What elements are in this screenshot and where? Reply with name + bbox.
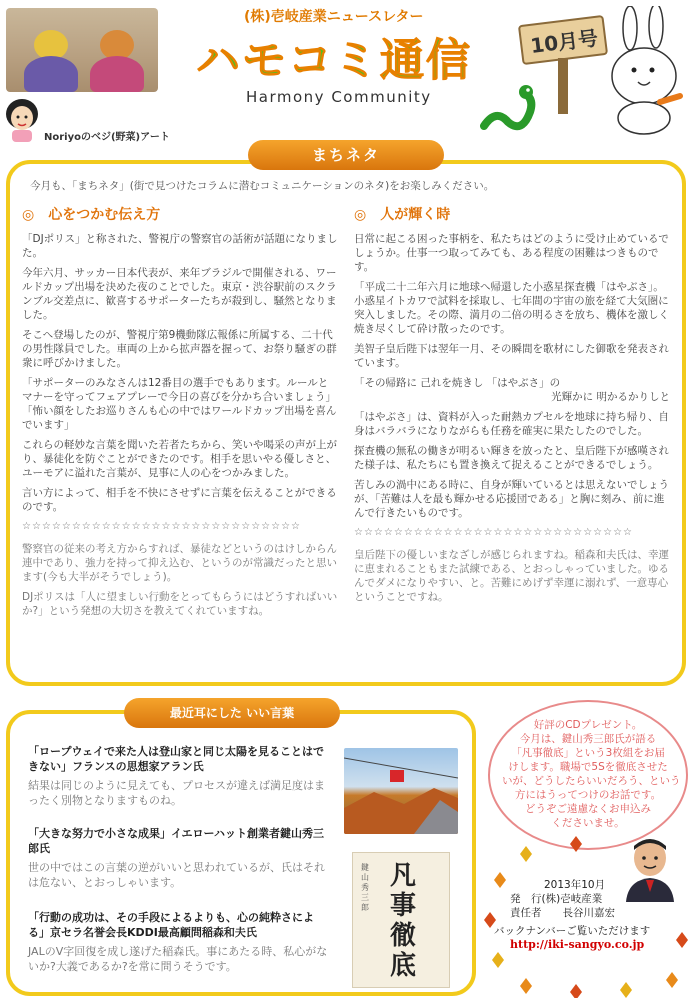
right-column (354, 208, 670, 610)
paragraph: 苦しみの渦中にある時に、自身が輝いているとは思えないでしょうが、「苦難は人を最も輝かせる応援団である」と胸に刻み、前に進んで行きたいものです。 (354, 479, 669, 519)
newsletter-tagline: Harmony Community (246, 88, 432, 106)
issue-date: 2013年10月 (544, 879, 606, 891)
paragraph: 今年六月、サッカー日本代表が、来年ブラジルで開催される、ワールドカップ出場を決めた夜のことでした。東京・渋谷駅前のスクランブル交差点に、歓喜するサポーターたちが殺到し、騒然となりました。 (22, 267, 337, 321)
poem-line-2: 光輝かに 明かるかりしと (551, 391, 670, 403)
quote-item (28, 744, 328, 808)
paragraph: 探査機の無私の働きが明るい輝きを放ったと、皇后陛下が感嘆された様子は、私たちにも置き換えて捉えることができるでしょう。 (354, 445, 669, 471)
paragraph: これらの軽妙な言葉を聞いた若者たちから、笑いや喝采の声が上がり、暴徒化を防ぐことができたのです。相手を思いやる優しさと、ユーモアに溢れた言葉が、見事に人の心をつかみました。 (22, 439, 337, 479)
star-divider: ☆☆☆☆☆☆☆☆☆☆☆☆☆☆☆☆☆☆☆☆☆☆☆☆☆☆☆☆ (22, 521, 302, 532)
paragraph: 「DJポリス」と称された、警視庁の警察官の話術が話題になりました。 (22, 233, 338, 259)
paragraph: 言い方によって、相手を不快にさせずに言葉を伝えることができるのです。 (22, 487, 337, 513)
quote-heading: 「行動の成功は、その手段によるよりも、心の純粋さによる」京セラ名誉会長KDDI最高顧問稲森和夫氏 (28, 911, 314, 939)
vegeart-label: Noriyoのベジ(野菜)アート (44, 132, 170, 143)
paragraph: そこへ登場したのが、警視庁第9機動隊広報係に所属する、二十代の男性隊員でした。車両の上から拡声器を握って、お祭り騒ぎの群衆に呼びかけました。 (22, 329, 337, 369)
machineta-intro: 今月も、「まちネタ」(街で見つけたコラムに潜むコミュニケーションのネタ)をお楽しみください。 (30, 180, 495, 192)
quotes-tag: 最近耳にした いい言葉 (124, 698, 340, 728)
right-column-heading: ◎ 人が輝く時 (354, 207, 451, 223)
doll-figure-left (20, 30, 82, 92)
paragraph: 「サポーターのみなさんは12番目の選手でもあります。ルールとマナーを守ってフェアプレーで今日の喜びを分かち合いましょう」「怖い顔をしたお巡りさんも心の中ではワールドカップ出場を喜んでいます」 (22, 377, 337, 431)
website-link[interactable]: http://iki-sangyo.co.jp (510, 938, 645, 951)
issuer: 発 行(株)壱岐産業 (510, 893, 603, 905)
cd-present-notice: 好評のCDプレゼント。 今月は、鍵山秀三郎氏が語る 「凡事徹底」という3枚組をお届 けします。職場で5Sを徹底させた いが、どうしたらいいだろう、という 方にはうってつけのお話です。 どうぞご遠慮なくお申込み くださいませ。 (488, 700, 688, 850)
quote-heading: 「大きな努力で小さな成果」イエローハット創業者鍵山秀三郎氏 (28, 827, 325, 855)
paragraph: 警察官の従来の考え方からすれば、暴徒などというのはけしからん連中であり、強力を持って抑え込む、というのが常識だったと思います(今も大半がそうでしょう)。 (22, 543, 337, 583)
star-divider: ☆☆☆☆☆☆☆☆☆☆☆☆☆☆☆☆☆☆☆☆☆☆☆☆☆☆☆☆ (354, 527, 634, 538)
noriyo-avatar-icon (4, 98, 40, 142)
left-column (22, 208, 338, 624)
bullseye-icon: ◎ (22, 207, 35, 223)
machineta-tag: まちネタ (248, 140, 444, 170)
ropeway-photo (344, 748, 458, 834)
poem-line-1: 「その帰路に 己れを焼きし 「はやぶさ」の (354, 377, 561, 389)
doll-figure-right (86, 30, 148, 92)
calligraphy-title: 凡事徹底 (389, 861, 416, 981)
paragraph: DJポリスは「人に望ましい行動をとってもらうにはどうすればいいか?」という発想の大切さを教えてくれていますね。 (22, 591, 338, 617)
issue-label: 10月号 (529, 25, 600, 58)
calligraphy-author: 鍵山秀三郎 (361, 863, 369, 912)
quote-body: 世の中ではこの言葉の逆がいいと思われているが、氏はそれは危ない、とおっしゃいます。 (28, 861, 325, 889)
paragraph: 美智子皇后陛下は翌年一月、その瞬間を歌材にした御歌を発表されています。 (354, 343, 669, 369)
quote-heading: 「ロープウェイで来た人は登山家と同じ太陽を見ることはできない」フランスの思想家アラン氏 (28, 745, 325, 773)
responsible-person: 責任者 長谷川嘉宏 (510, 907, 615, 919)
calligraphy-book-cover (352, 852, 450, 988)
bullseye-icon: ◎ (354, 207, 367, 223)
issue-signboard (520, 10, 612, 120)
publisher-info (494, 878, 684, 952)
left-column-heading: ◎ 心をつかむ伝え方 (22, 207, 161, 223)
paragraph: 「平成二十二年六月に地球へ帰還した小惑星探査機「はやぶさ」。小惑星イトカワで試料を採取し、七年間の宇宙の旅を経て大気圏に突入しました。その際、満月の二倍の明るさを放ち、機体を激しく焼き尽くして砕け散ったのです。 (354, 281, 669, 335)
quote-item (28, 826, 328, 890)
paragraph: 皇后陛下の優しいまなざしが感じられますね。稲森和夫氏は、幸運に恵まれることもまた試練である、とおっしゃっていました。ゆるんでダメになりやすい、と。苦難にめげず幸運に溺れず、一意専心ということですね。 (354, 549, 669, 603)
newsletter-subtitle: (株)壱岐産業ニュースレター (244, 9, 424, 25)
backnumber-note: バックナンバーご覧いただけます (494, 925, 651, 937)
paragraph: 「はやぶさ」は、資料が入った耐熱カプセルを地球に持ち帰り、自身はバラバラになりながらも任務を確実に果たしたのでした。 (354, 411, 669, 437)
vegetable-dolls-photo (6, 8, 158, 92)
newsletter-title: ハモコミ通信 (196, 35, 472, 86)
rabbit-icon (600, 6, 688, 136)
quote-item (28, 910, 328, 974)
paragraph: 日常に起こる困った事柄を、私たちはどのように受け止めているでしょうか。仕事一つ取ってみても、ある程度の困難はつきものです。 (354, 233, 669, 273)
quote-body: 結果は同じのように見えても、プロセスが違えば満足度はまったく別物となりますものね。 (28, 779, 325, 807)
quote-body: JALのV字回復を成し遂げた稲森氏。事にあたる時、私心がないか?大義であるか?を常に問うそうです。 (28, 945, 328, 973)
